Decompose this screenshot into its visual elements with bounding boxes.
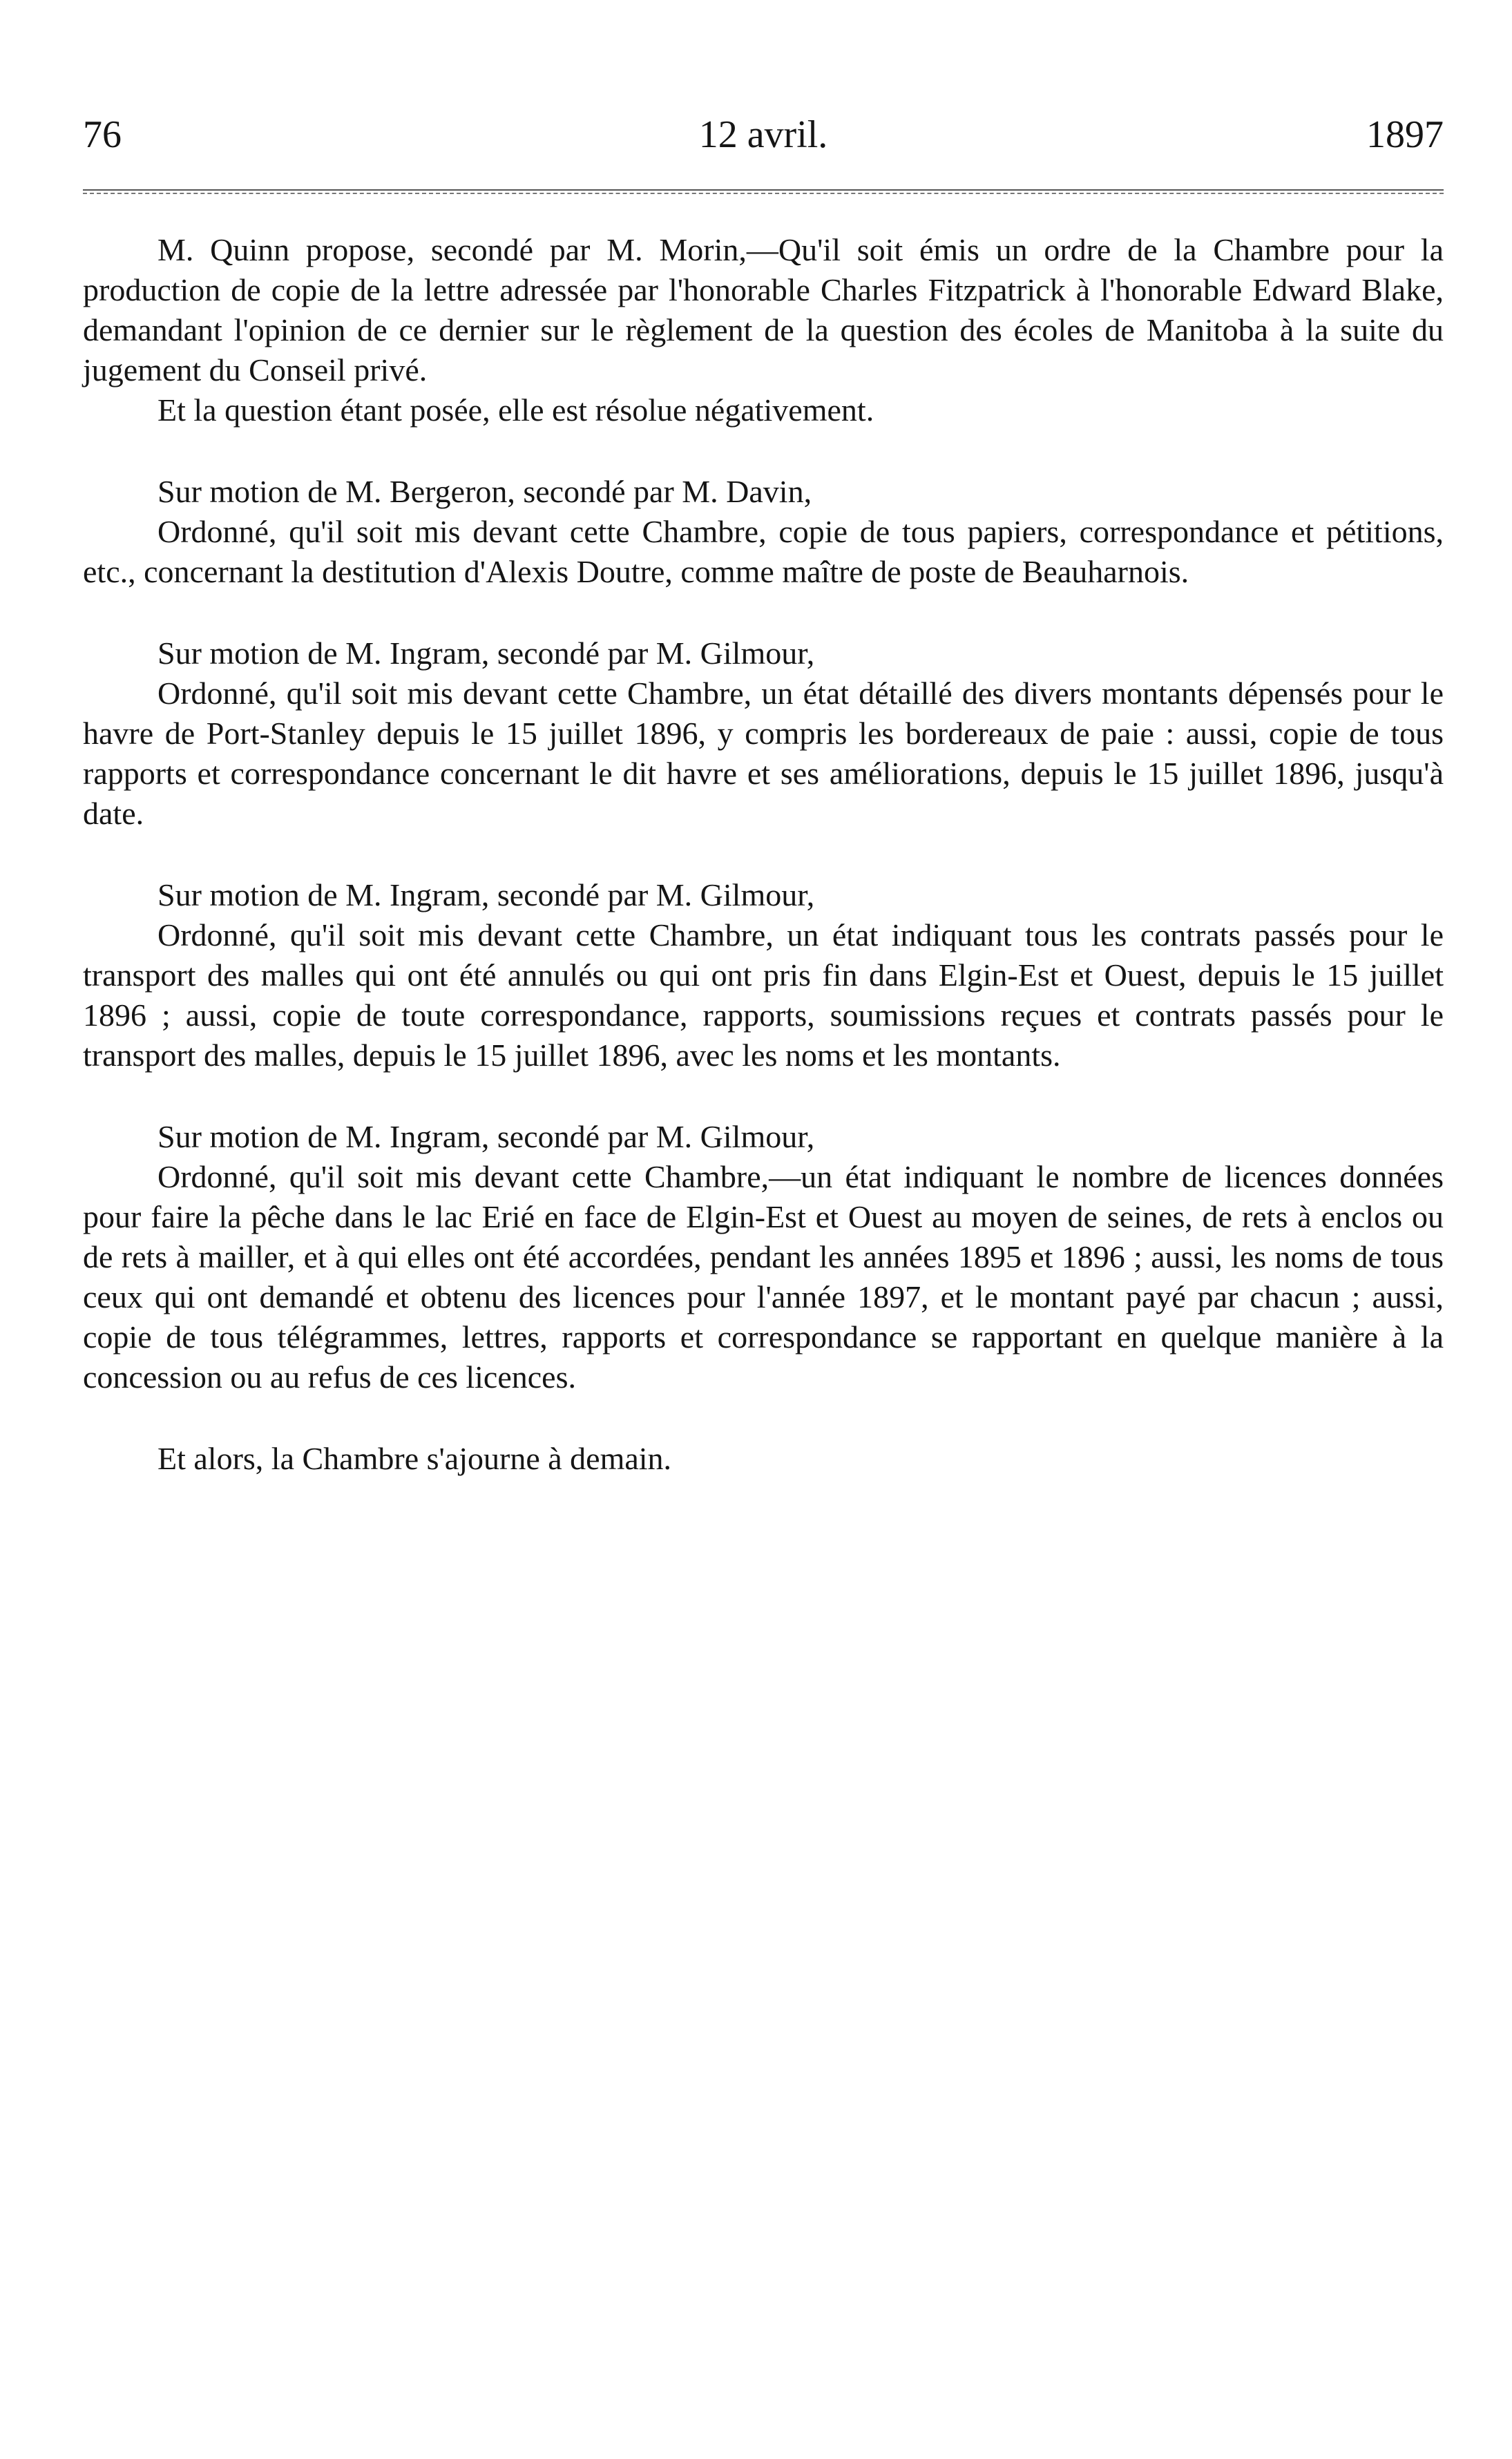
journal-body — [83, 230, 1444, 1479]
paragraph: Sur motion de M. Ingram, secondé par M. Gilmour, — [157, 877, 815, 912]
document-page — [83, 104, 1444, 1511]
paragraph: Sur motion de M. Bergeron, secondé par M. Davin, — [157, 474, 812, 509]
entry-ingram-port-stanley — [83, 633, 1444, 834]
paragraph: Ordonné, qu'il soit mis devant cette Chambre, un état détaillé des divers montants dépensés pour le havre de Port-Stanley depuis le 15 juillet 1896, y compris les bordereaux de paie : aussi, copie de tous rapports et correspondance concernant le dit havre et ses améliorations, depuis le 15 juillet 1896, jusqu'à date. — [83, 676, 1444, 831]
paragraph: Et la question étant posée, elle est résolue négativement. — [157, 392, 874, 428]
paragraph: Sur motion de M. Ingram, secondé par M. Gilmour, — [157, 635, 815, 671]
page-number: 76 — [83, 113, 122, 156]
page-header — [83, 104, 1444, 166]
paragraph: Ordonné, qu'il soit mis devant cette Chambre, copie de tous papiers, correspondance et pétitions, etc., concernant la destitution d'Alexis Doutre, comme maître de poste de Beauharnois. — [83, 514, 1444, 589]
entry-ingram-mail-contracts — [83, 875, 1444, 1075]
page-date: 12 avril. — [698, 113, 828, 156]
entry-quinn-motion — [83, 230, 1444, 430]
page-year: 1897 — [1366, 113, 1444, 156]
paragraph: Sur motion de M. Ingram, secondé par M. Gilmour, — [157, 1119, 815, 1154]
paragraph: M. Quinn propose, secondé par M. Morin,—Qu'il soit émis un ordre de la Chambre pour la production de copie de la lettre adressée par l'honorable Charles Fitzpatrick à l'honorable Edward Blake, demandant l'opinion de ce dernier sur le règlement de la question des écoles de Manitoba à la suite du jugement du Conseil privé. — [83, 232, 1444, 387]
header-rule — [83, 189, 1444, 194]
entry-bergeron-motion — [83, 472, 1444, 592]
entry-ingram-fishing-licences — [83, 1117, 1444, 1397]
closing-line: Et alors, la Chambre s'ajourne à demain. — [157, 1441, 672, 1476]
paragraph: Ordonné, qu'il soit mis devant cette Chambre,—un état indiquant le nombre de licences données pour faire la pêche dans le lac Erié en face de Elgin-Est et Ouest au moyen de seines, de rets à enclos ou de rets à mailler, et à qui elles ont été accordées, pendant les années 1895 et 1896 ; aussi, les noms de tous ceux qui ont demandé et obtenu des licences pour l'année 1897, et le montant payé par chacun ; aussi, copie de tous télégrammes, lettres, rapports et correspondance se rapportant en quelque manière à la concession ou au refus de ces licences. — [83, 1159, 1444, 1395]
paragraph: Ordonné, qu'il soit mis devant cette Chambre, un état indiquant tous les contrats passés pour le transport des malles qui ont été annulés ou qui ont pris fin dans Elgin-Est et Ouest, depuis le 15 juillet 1896 ; aussi, copie de toute correspondance, rapports, soumissions reçues et contrats passés pour le transport des malles, depuis le 15 juillet 1896, avec les noms et les montants. — [83, 917, 1444, 1073]
